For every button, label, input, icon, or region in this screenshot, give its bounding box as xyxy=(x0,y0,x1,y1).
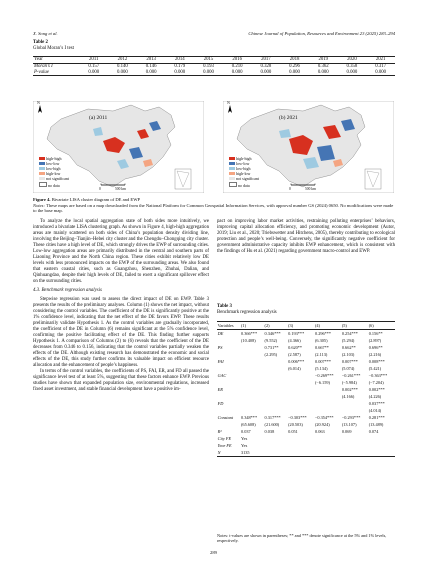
table3-header-cell: (5) xyxy=(341,322,368,330)
paragraph: Stepwise regression was used to assess the direct impact of DE on EWP. Table 3 presents the results of the preliminary analyses. Column (1) shows the net impact, without considering the control variables. The coefficient of the DE is significantly positive at the 1% confidence level, indicating that the net effect of the DE favors EWP. These results preliminarily validate Hypothesis 1. As the control variables are gradually incorporated, the coefficient of the DE in Column (6) remains significant at the 5% confidence level, confirming the positive facilitating effect of the DE. This finding further supports Hypothesis 1. A comparison of Columns (2) to (6) reveals that the coefficient of the DE decreases from 0.346 to 0.156, indicating that the control variables partially weaken the effects of the DE. Although existing research has demonstrated the economic and social effects of the DE, this study further confirms its valuable impact on efficient resource allocation and the enhancement of people’s happiness. xyxy=(33,297,209,368)
map-b-legend xyxy=(229,157,259,188)
table3-cell: (9.552) xyxy=(264,337,278,343)
north-label: N xyxy=(37,100,40,105)
table2-header-cell: 2017 xyxy=(252,57,281,64)
table3-cell: (−5.984) xyxy=(341,379,357,385)
table3-cell xyxy=(240,400,264,407)
table3-cell: 0.696** xyxy=(368,344,383,350)
table3-cell: 0.002*** xyxy=(368,386,385,392)
table3-row xyxy=(217,351,395,358)
table3 xyxy=(217,321,395,457)
table3-cell xyxy=(217,379,240,386)
table2-cell: 0.000 xyxy=(137,70,166,76)
table3-cell xyxy=(288,393,315,400)
table2-label: Table 2 xyxy=(33,40,48,45)
table3-cell: 0.069 xyxy=(341,428,352,434)
table2-cell: P-value xyxy=(33,70,79,76)
table3-cell xyxy=(288,435,315,442)
map-2021 xyxy=(223,101,394,193)
table3-cell: (20.924) xyxy=(314,421,330,427)
table3-cell: 0.037*** xyxy=(368,400,385,406)
table3-cell: (6.014) xyxy=(288,365,301,371)
table3-cell xyxy=(314,386,341,393)
table3-row xyxy=(217,414,395,421)
table3-cell xyxy=(288,449,315,456)
figure4-caption xyxy=(33,197,395,214)
table3-cell: 0.317*** xyxy=(264,414,281,420)
table3-cell xyxy=(217,421,240,428)
table3-cell: (13.489) xyxy=(368,421,384,427)
page-number: 289 xyxy=(210,550,217,555)
table3-row xyxy=(217,435,395,442)
figure4-caption-text: Bivariate LISA cluster diagram of DE and EWP xyxy=(51,197,141,202)
table3-header-cell: Variables xyxy=(217,322,240,330)
table3-cell: 0.008*** xyxy=(368,358,385,364)
legend-item: low-high xyxy=(229,167,259,172)
table2-cell: 0.000 xyxy=(79,70,108,76)
table2-header-cell: Year xyxy=(33,57,79,64)
table3-cell: 0.667** xyxy=(314,344,329,350)
table3-cell: (21.600) xyxy=(264,421,280,427)
table3-cell xyxy=(240,358,264,365)
table3-row xyxy=(217,449,395,456)
table3-cell xyxy=(264,393,288,400)
table3-cell xyxy=(264,435,288,442)
table2-cell: 0.358 xyxy=(346,64,358,70)
table2-cell: 0.362 xyxy=(317,64,329,70)
table3-cell xyxy=(240,379,264,386)
table3-cell xyxy=(264,442,288,449)
left-column xyxy=(33,219,209,393)
legend-item: high-high xyxy=(39,157,69,162)
table2-header-cell: 2021 xyxy=(366,57,395,64)
table3-cell: −0.363*** xyxy=(368,372,388,378)
table3-cell xyxy=(341,400,368,407)
table3-cell xyxy=(240,386,264,393)
table3-cell xyxy=(217,351,240,358)
legend-item: no data xyxy=(229,182,259,189)
table3-cell xyxy=(264,379,288,386)
table3-cell xyxy=(368,435,395,442)
table2-cell: 0.146 xyxy=(145,64,157,70)
table3-cell: (2.216) xyxy=(368,351,382,357)
legend-item: high-low xyxy=(229,172,259,177)
table3-cell: 0.063 xyxy=(314,428,325,434)
table3-cell: GAC xyxy=(217,372,227,378)
table2-header-cell: 2011 xyxy=(79,57,108,64)
table2-cell: 0.000 xyxy=(338,70,367,76)
table3-row xyxy=(217,393,395,400)
table3-cell: (2.295) xyxy=(264,351,278,357)
table3-cell: (5.074) xyxy=(341,365,355,371)
table3-cell: 0.074 xyxy=(368,428,379,434)
table3-cell: −0.303*** xyxy=(288,414,307,420)
table3-header-cell: (4) xyxy=(314,322,341,330)
table2-cell: 0.179 xyxy=(174,64,186,70)
table2-cell: 0.000 xyxy=(223,70,252,76)
table3-row xyxy=(217,407,395,414)
table2-header-cell: 2015 xyxy=(194,57,223,64)
legend-item: not significant xyxy=(229,177,259,182)
table2-header-cell: 2018 xyxy=(280,57,309,64)
table3-cell xyxy=(314,393,341,400)
table3-cell xyxy=(264,407,288,414)
table3-cell xyxy=(240,344,264,351)
table3-cell xyxy=(264,386,288,393)
table3-cell: FD xyxy=(217,400,224,406)
legend-item: low-high xyxy=(39,167,69,172)
table3-row xyxy=(217,358,395,365)
table3-cell: 0.156** xyxy=(368,330,383,336)
table3-cell xyxy=(264,372,288,379)
table3-cell xyxy=(368,442,395,449)
paragraph: To analyze the local spatial aggregation state of both sides more intuitively, we introduced a bivariate LISA clustering graph. As shown in Figure 4, high-high aggregation areas are mainly scattered on both sides of China’s population density dividing line, involving the Beijing–Tianjin–Hebei city cluster and the Chengdu–Chongqing city cluster. These cities have a high level of DE, which strongly drives the EWP of surrounding cities. Low-low aggregation areas are primarily distributed in the central and southern parts of Liaoning Province and the North China region. These cities exhibit relatively low DE levels with less pronounced impacts on the EWP of the surrounding areas. We also found that eastern coastal cities, such as Guangzhou, Shenzhen, Zhuhai, Dalian, and Qinhuangdao, despite their high levels of DE, failed to exert a significant spillover effect on the surrounding cities. xyxy=(33,219,209,284)
scale-label: 500 km xyxy=(115,187,126,191)
table3-header-row xyxy=(217,322,395,330)
running-header-journal: Chinese Journal of Population, Resources and Environment 23 (2025) 283–294 xyxy=(248,31,395,36)
table3-cell: 0.038 xyxy=(264,428,275,434)
table3-cell xyxy=(240,393,264,400)
table2-header-cell: 2019 xyxy=(309,57,338,64)
table3-header-cell: (1) xyxy=(240,322,264,330)
table3-cell xyxy=(240,372,264,379)
table3-cell: 0.296*** xyxy=(314,330,332,336)
table3-cell: (2.113) xyxy=(314,351,328,357)
table3-cell xyxy=(341,435,368,442)
table3-cell: 3135 xyxy=(240,449,264,456)
table3-cell: (2.103) xyxy=(341,351,355,357)
table3-header-cell: (3) xyxy=(288,322,315,330)
table3-cell: PS xyxy=(217,344,223,350)
table3-cell xyxy=(217,407,240,414)
table3-cell xyxy=(217,393,240,400)
table3-cell: 0.731** xyxy=(264,344,279,350)
scale-zero: 0 xyxy=(289,187,291,191)
table3-label: Table 3 xyxy=(217,304,232,309)
figure4-notes-label: Notes: xyxy=(33,202,45,208)
table3-cell xyxy=(314,442,341,449)
section-heading: 4.3. Benchmark regression analysis xyxy=(33,288,102,293)
table3-cell xyxy=(288,400,315,407)
table3-cell: (20.503) xyxy=(288,421,303,427)
table3-cell: ER xyxy=(217,386,223,392)
table3-cell: (2.897) xyxy=(368,337,382,343)
table3-cell: 0.346*** xyxy=(264,330,281,336)
table3-cell: −0.354*** xyxy=(314,414,334,420)
table3-cell xyxy=(341,449,368,456)
table2-header-cell: 2014 xyxy=(165,57,194,64)
running-header-authors: X. Song et al. xyxy=(33,31,58,36)
table3-cell xyxy=(288,386,315,393)
table3-cell: 0.037 xyxy=(240,428,251,434)
table2-cell: 0.000 xyxy=(165,70,194,76)
table3-cell xyxy=(314,449,341,456)
table3-cell: 0.366*** xyxy=(240,330,258,336)
table3-row xyxy=(217,379,395,386)
table3-row xyxy=(217,344,395,351)
table2-cell: Moran’s I xyxy=(34,64,53,70)
table2-header-row xyxy=(33,57,395,64)
table2-cell: 0.000 xyxy=(366,70,395,76)
table3-cell xyxy=(288,442,315,449)
table3-cell xyxy=(288,372,315,379)
table3-cell: −0.261*** xyxy=(341,372,361,378)
table2-cell: 0.296 xyxy=(289,64,300,70)
table3-cell: (5.421) xyxy=(368,365,382,371)
table2-cell: 0.000 xyxy=(309,70,338,76)
table2-cell: 0.317 xyxy=(375,64,387,70)
table3-cell: (4.226) xyxy=(368,393,382,399)
table3-cell: −0.293*** xyxy=(341,414,361,420)
table3-cell xyxy=(217,365,240,372)
table3-cell: −0.269*** xyxy=(314,372,334,378)
table2-cell: 0.000 xyxy=(280,70,309,76)
table3-cell: FAI xyxy=(217,358,224,364)
paragraph: pact on improving labor market activities, restraining polluting enterprises’ behaviors, improving capital allocation efficiency, and promoting economic development (Autor, 2019; Liu et al., 2020; Triebswetter and Hitchens, 2005), thereby contributing to ecological protection and people’s well-being. Conversely, the significantly negative coefficient for government administrative capacity inhibits EWP enhancement, which is consistent with the findings of Hu et al. (2021) regarding government macro-control and EWP. xyxy=(217,219,395,254)
table3-row xyxy=(217,442,395,449)
map-b-title: (b) 2021 xyxy=(279,115,298,121)
table3-cell: 0.007*** xyxy=(341,358,358,364)
map-a-legend xyxy=(39,157,69,188)
scale-label: 500 km xyxy=(305,187,316,191)
table3-cell xyxy=(341,442,368,449)
table3-row xyxy=(217,386,395,393)
table2-header-cell: 2020 xyxy=(338,57,367,64)
table2-cell: 0.328 xyxy=(260,64,272,70)
table3-cell: 0.348*** xyxy=(240,414,258,420)
table3-cell: N xyxy=(217,449,240,456)
table3-cell: Constant xyxy=(217,414,234,420)
table3-note: Notes: t-values are shown in parentheses; ** and *** denote significance at the 5% and 1% levels, respectively. xyxy=(217,533,387,544)
table3-row xyxy=(217,337,395,344)
table3-cell: Yes xyxy=(240,435,248,441)
table3-cell xyxy=(264,400,288,407)
table2-header-cell: 2016 xyxy=(223,57,252,64)
right-column xyxy=(217,219,395,255)
table2-cell: 0.157 xyxy=(88,64,100,70)
table3-cell: (4.366) xyxy=(288,337,301,343)
table3-cell xyxy=(264,449,288,456)
legend-item: low-low xyxy=(39,162,69,167)
table3-cell: (−6.159) xyxy=(314,379,330,385)
table3-cell xyxy=(240,351,264,358)
table2-cell: 0.193 xyxy=(203,64,214,70)
table3-row xyxy=(217,400,395,407)
table3-cell: 0.051 xyxy=(288,428,298,434)
map-a-title: (a) 2011 xyxy=(89,115,108,121)
table3-cell: (13.107) xyxy=(341,421,357,427)
table3-cell: 0.193*** xyxy=(288,330,305,336)
table3-cell: City FE xyxy=(217,435,232,441)
table3-cell xyxy=(314,407,341,414)
table2-header-cell: 2013 xyxy=(137,57,166,64)
table3-cell xyxy=(264,365,288,372)
table3-cell xyxy=(240,365,264,372)
table3-row xyxy=(217,421,395,428)
table3-row xyxy=(217,365,395,372)
north-label: N xyxy=(227,100,230,105)
table3-cell: 0.007*** xyxy=(314,358,332,364)
figure4-notes-text: These maps are based on a map downloaded from the National Platform for Common Geospatial Information Services, with approval number GS (2024) 0650. No modifications were made to the base map. xyxy=(33,202,394,214)
table2-title: Global Moran’s I test xyxy=(33,46,74,51)
table3-cell: 0.620** xyxy=(288,344,303,350)
table3-cell: (2.587) xyxy=(288,351,301,357)
table3-header-cell: (6) xyxy=(368,322,395,330)
legend-item: no data xyxy=(39,182,69,189)
table3-cell xyxy=(368,449,395,456)
table3-cell: 0.662** xyxy=(341,344,356,350)
table3-cell: R² xyxy=(217,428,222,434)
table3-cell xyxy=(288,379,315,386)
legend-item: high-low xyxy=(39,172,69,177)
paragraph: In terms of the control variables, the coefficients of PS, FAI, ER, and FD all passed the significance level test of at least 5%, suggesting that these factors enhance EWP. Previous studies have shown that expanded population size, environmental regulations, increased fixed asset investment, and stable financial development have a positive im- xyxy=(33,369,209,392)
table2-cell: 0.000 xyxy=(252,70,281,76)
scale-zero: 0 xyxy=(99,187,101,191)
legend-item: not significant xyxy=(39,177,69,182)
table2-cell: 0.000 xyxy=(108,70,137,76)
table3-cell: (5.134) xyxy=(314,365,328,371)
figure4-caption-label: Figure 4. xyxy=(33,197,51,202)
table3-header-cell: (2) xyxy=(264,322,288,330)
table3-cell: 0.254*** xyxy=(341,330,358,336)
table3-cell: (4.014) xyxy=(368,407,382,413)
legend-item: high-high xyxy=(229,157,259,162)
table3-cell: (65.608) xyxy=(240,421,256,427)
table3-cell: Year FE xyxy=(217,442,232,448)
table3-row xyxy=(217,428,395,435)
table3-cell xyxy=(264,358,288,365)
table3-row xyxy=(217,329,395,336)
table2-header-cell: 2012 xyxy=(108,57,137,64)
table3-cell xyxy=(240,407,264,414)
table2-row xyxy=(33,70,395,76)
table2 xyxy=(33,56,395,76)
table3-cell: (−7.204) xyxy=(368,379,384,385)
table3-cell: (4.166) xyxy=(341,393,355,399)
map-2011 xyxy=(33,101,204,193)
table3-cell: Yes xyxy=(240,442,248,448)
legend-item: low-low xyxy=(229,162,259,167)
table3-cell: DE xyxy=(217,330,224,336)
table3-cell: 0.281*** xyxy=(368,414,385,420)
table3-cell: (6.305) xyxy=(314,337,328,343)
table3-row xyxy=(217,372,395,379)
table3-cell: 0.006*** xyxy=(288,358,305,364)
table3-cell: (5.294) xyxy=(341,337,355,343)
table3-cell xyxy=(217,337,240,344)
table3-cell xyxy=(288,407,315,414)
table3-cell: 0.002*** xyxy=(341,386,358,392)
table3-cell xyxy=(314,435,341,442)
table2-cell: 0.210 xyxy=(231,64,243,70)
table3-cell xyxy=(341,407,368,414)
table3-cell xyxy=(314,400,341,407)
table3-cell: (10.408) xyxy=(240,337,256,343)
table3-title: Benchmark regression analysis xyxy=(217,310,277,315)
table2-cell: 0.140 xyxy=(117,64,128,70)
table2-cell: 0.000 xyxy=(194,70,223,76)
